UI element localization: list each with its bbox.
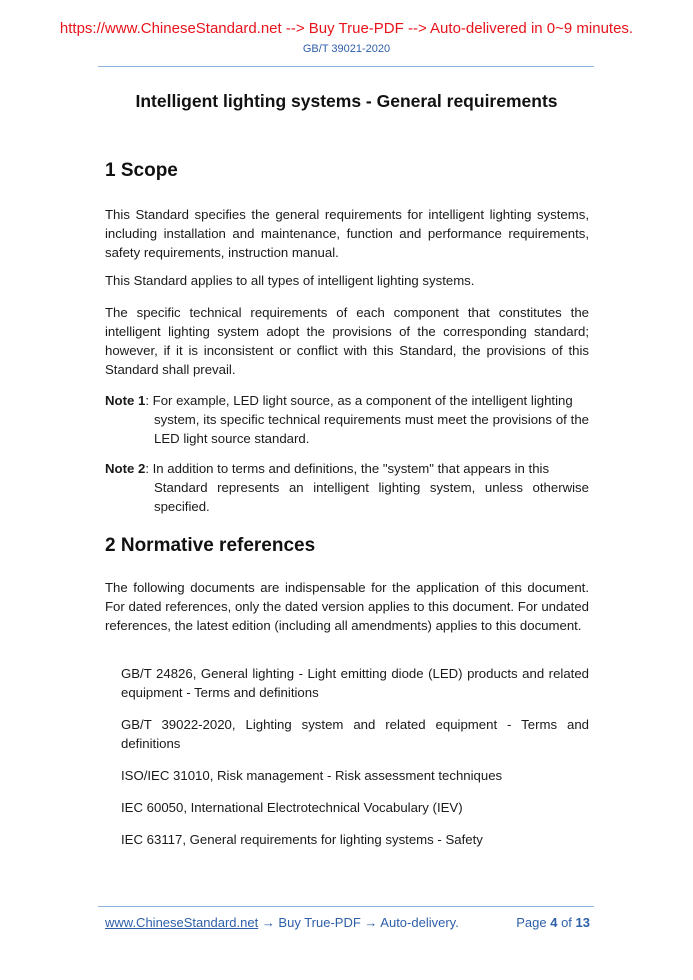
standard-code: GB/T 39021-2020	[302, 43, 391, 55]
document-title: Intelligent lighting systems - General requirements	[135, 91, 558, 111]
top-banner-link[interactable]: https://www.ChineseStandard.net --> Buy True-PDF --> Auto-delivered in 0~9 minutes.	[59, 20, 634, 37]
section-heading-normative-references: 2 Normative references	[105, 535, 316, 556]
page-of-label: of	[557, 915, 576, 930]
note-2-label: Note 2	[105, 461, 146, 476]
note-1	[105, 391, 589, 448]
page-total: 13	[575, 915, 590, 930]
note-2-continuation: Standard represents an intelligent lighting system, unless otherwise specified.	[154, 480, 589, 514]
scope-paragraph-2: This Standard applies to all types of intelligent lighting systems.	[105, 273, 475, 288]
footer-tagline: → Buy True-PDF → Auto-delivery.	[258, 915, 459, 930]
scope-paragraph-3: The specific technical requirements of each component that constitutes the intelligent lighting system adopt the provisions of the corresponding standard; however, if it is inconsistent or conflict with this Standard, the provisions of this Standard shall prevail.	[105, 305, 589, 377]
page-number	[500, 915, 590, 930]
section-heading-scope: 1 Scope	[105, 160, 178, 181]
header-divider	[98, 66, 594, 67]
footer-divider	[98, 906, 594, 907]
footer-site-link[interactable]: www.ChineseStandard.net	[105, 915, 259, 930]
note-2-first-line: : In addition to terms and definitions, the "system" that appears in this	[145, 461, 550, 476]
scope-paragraph-1: This Standard specifies the general requirements for intelligent lighting systems, including installation and maintenance, function and performance requirements, safety requirements, instruction manual.	[105, 207, 589, 260]
reference-item: IEC 60050, International Electrotechnical Vocabulary (IEV)	[121, 800, 463, 815]
page-label: Page	[516, 915, 551, 930]
reference-item: IEC 63117, General requirements for lighting systems - Safety	[121, 832, 483, 847]
reference-item: GB/T 39022-2020, Lighting system and related equipment - Terms and definitions	[121, 717, 589, 751]
footer-links	[105, 915, 459, 930]
reference-item: GB/T 24826, General lighting - Light emitting diode (LED) products and related equipment - Terms and definitions	[121, 666, 589, 700]
note-1-label: Note 1	[105, 393, 146, 408]
note-1-continuation: system, its specific technical requirements must meet the provisions of the LED light source standard.	[154, 412, 589, 446]
normative-intro: The following documents are indispensable for the application of this document. For dated references, only the dated version applies to this document. For undated references, the latest edition (including all amendments) applies to this document.	[105, 580, 589, 633]
note-2	[105, 459, 589, 516]
page-current: 4	[550, 915, 558, 930]
note-1-first-line: : For example, LED light source, as a component of the intelligent lighting	[145, 393, 573, 408]
reference-item: ISO/IEC 31010, Risk management - Risk assessment techniques	[121, 768, 503, 783]
